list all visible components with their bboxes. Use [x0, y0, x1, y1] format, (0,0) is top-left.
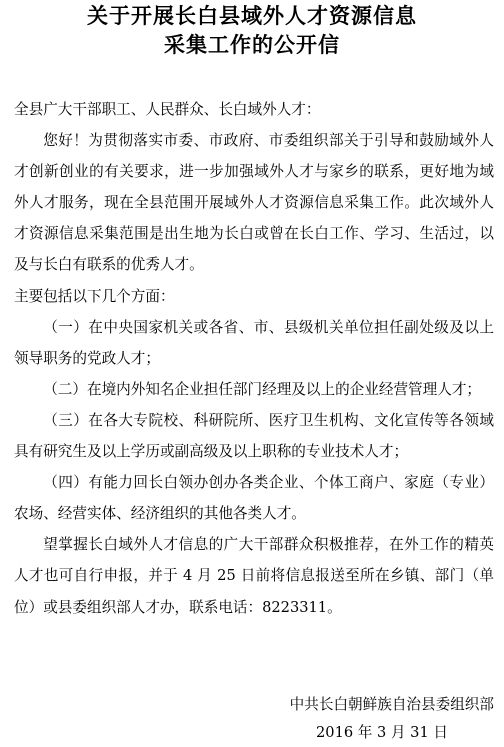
title-line-2: 采集工作的公开信	[164, 33, 340, 57]
paragraph-scope-heading: 主要包括以下几个方面：	[14, 287, 175, 305]
salutation: 全县广大干部职工、人民群众、长白域外人才：	[14, 101, 321, 118]
paragraph-item-4: （四）有能力回长白领办创办各类企业、个体工商户、家庭（专业）农场、经营实体、经济组织的其他各类人才。	[14, 474, 494, 523]
letter-body	[14, 94, 494, 623]
title-line-1: 关于开展长白县域外人才资源信息	[87, 4, 417, 28]
paragraph-intro: 您好！为贯彻落实市委、市政府、市委组织部关于引导和鼓励域外人才创新创业的有关要求，进一步加强域外人才与家乡的联系，更好地为域外人才服务，现在全县范围开展域外人才资源信息采集工作。此次域外人才资源信息采集范围是出生地为长白或曾在长白工作、学习、生活过，以及与长白有联系的优秀人才。	[14, 132, 494, 274]
paragraph-closing: 望掌握长白域外人才信息的广大干部群众积极推荐，在外工作的精英人才也可自行申报，并于 4 月 25 日前将信息报送至所在乡镇、部门（单位）或县委组织部人才办，联系电话：8223311。	[14, 536, 494, 616]
paragraph-item-2: （二）在境内外知名企业担任部门经理及以上的企业经营管理人才；	[43, 380, 482, 398]
paragraph-item-3: （三）在各大专院校、科研院所、医疗卫生机构、文化宣传等各领域具有研究生及以上学历或副高级及以上职称的专业技术人才；	[14, 411, 494, 461]
paragraph-item-1: （一）在中央国家机关或各省、市、县级机关单位担任副处级及以上领导职务的党政人才；	[14, 318, 494, 367]
signature-organization: 中共长白朝鲜族自治县委组织部	[289, 696, 494, 713]
signature-date: 2016 年 3 月 31 日	[316, 724, 448, 741]
